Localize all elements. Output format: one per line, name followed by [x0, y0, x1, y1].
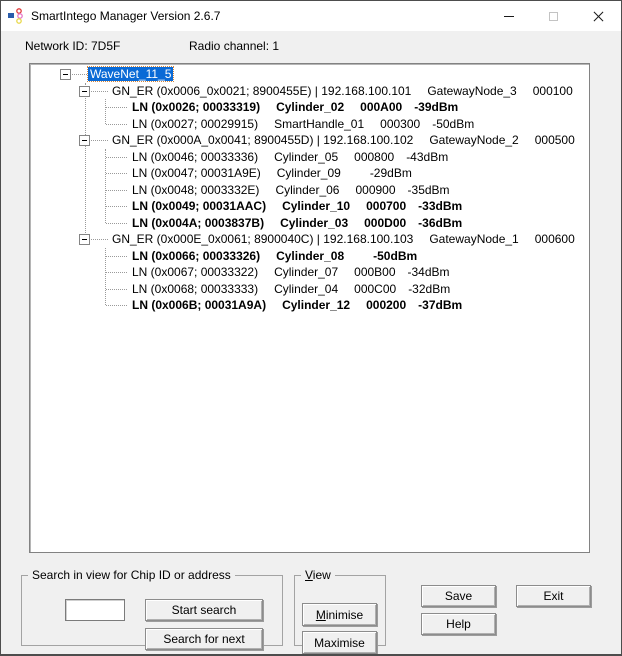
tree-row[interactable]: [30, 116, 589, 132]
tree-node-addr: 000200: [366, 298, 407, 312]
tree-node-sig: -33dBm: [418, 199, 463, 213]
tree-node-addr: 000300: [380, 116, 421, 131]
search-group: [21, 568, 283, 646]
search-group-title: Search in view for Chip ID or address: [32, 568, 231, 582]
tree-connector-stub: [106, 223, 127, 224]
caption-buttons: [486, 1, 621, 31]
tree-node-name: GatewayNode_1: [429, 232, 519, 246]
tree-node-id: LN (0x0027; 00029915): [132, 116, 259, 131]
tree-node-label[interactable]: [130, 216, 464, 230]
tree-node-label[interactable]: [130, 249, 419, 263]
tree-node-label[interactable]: [110, 232, 577, 246]
tree-expander-minus-icon[interactable]: [79, 234, 90, 245]
network-id-label: Network ID: 7D5F: [25, 39, 121, 53]
tree-node-addr: 000500: [534, 133, 575, 147]
tree-node-sig: -50dBm: [432, 116, 475, 131]
tree-node-id: LN (0x0066; 00033326): [132, 248, 261, 263]
tree-row[interactable]: [30, 99, 589, 115]
tree-node-sig: -36dBm: [418, 215, 463, 230]
minimize-button[interactable]: [486, 1, 531, 31]
close-icon: [593, 11, 604, 22]
view-group: [294, 568, 386, 650]
tree-node-sig: -29dBm: [369, 166, 412, 180]
tree-node-addr: 000C00: [354, 281, 397, 296]
tree-row[interactable]: [30, 83, 589, 99]
tree-node-label[interactable]: [88, 67, 173, 81]
tree-node-sig: -50dBm: [373, 248, 418, 263]
tree-row[interactable]: [30, 248, 589, 264]
tree-node-id: LN (0x006B; 00031A9A): [132, 298, 267, 312]
tree-node-addr: 000600: [534, 232, 575, 246]
tree-node-sig: -39dBm: [414, 100, 459, 114]
close-button[interactable]: [576, 1, 621, 31]
maximize-button[interactable]: [531, 1, 576, 31]
tree-row[interactable]: [30, 149, 589, 165]
tree-node-name: Cylinder_12: [282, 298, 351, 312]
tree-connector-stub: [106, 289, 127, 290]
tree-row[interactable]: [30, 66, 589, 82]
maximise-button[interactable]: Maximise: [302, 631, 377, 654]
tree-node-name: Cylinder_10: [282, 199, 351, 213]
tree-node-addr: 000900: [355, 182, 396, 197]
tree-node-sig: -37dBm: [418, 298, 463, 312]
tree-node-id: WaveNet_11_5: [90, 67, 172, 81]
tree-node-label[interactable]: [130, 100, 460, 114]
tree-node-sig: -43dBm: [406, 149, 449, 164]
app-icon: [8, 8, 26, 24]
tree-connector-stub: [106, 190, 127, 191]
tree-node-name: GatewayNode_2: [429, 133, 519, 147]
tree-connector-stub: [106, 173, 127, 174]
tree-node-id: LN (0x0026; 00033319): [132, 100, 261, 114]
tree-connector-stub: [106, 305, 127, 306]
save-button[interactable]: Save: [421, 585, 496, 607]
tree-node-label[interactable]: [110, 84, 575, 98]
tree-node-addr: 000100: [532, 83, 573, 98]
tree-node-name: SmartHandle_01: [274, 116, 365, 131]
tree-node-name: Cylinder_05: [274, 149, 339, 164]
tree-expander-minus-icon[interactable]: [79, 135, 90, 146]
search-next-button[interactable]: Search for next: [145, 628, 263, 650]
tree-node-sig: -32dBm: [408, 281, 451, 296]
minimize-icon: [504, 16, 514, 17]
device-tree[interactable]: [29, 63, 590, 553]
tree-row[interactable]: [30, 264, 589, 280]
help-button[interactable]: Help: [421, 613, 496, 635]
tree-node-sig: -35dBm: [407, 182, 450, 197]
tree-row[interactable]: [30, 281, 589, 297]
tree-connector-stub: [106, 107, 127, 108]
tree-connector-stub: [106, 206, 127, 207]
tree-row[interactable]: [30, 182, 589, 198]
tree-node-id: LN (0x0046; 00033336): [132, 149, 259, 164]
tree-node-name: GatewayNode_3: [427, 83, 517, 98]
tree-node-label[interactable]: [110, 133, 577, 147]
tree-node-id: LN (0x0067; 00033322): [132, 265, 259, 279]
tree-node-id: LN (0x004A; 0003837B): [132, 215, 265, 230]
tree-row[interactable]: [30, 231, 589, 247]
tree-node-name: Cylinder_04: [274, 281, 339, 296]
tree-row[interactable]: [30, 215, 589, 231]
tree-connector-stub: [91, 140, 108, 141]
titlebar: [1, 1, 621, 31]
tree-node-id: GN_ER (0x000A_0x0041; 8900455D) | 192.168.100.102: [112, 133, 414, 147]
tree-expander-minus-icon[interactable]: [79, 86, 90, 97]
start-search-button[interactable]: Start search: [145, 599, 263, 621]
tree-node-label[interactable]: [130, 166, 414, 180]
tree-node-name: Cylinder_03: [280, 215, 349, 230]
tree-node-name: Cylinder_06: [275, 182, 340, 197]
tree-node-addr: 000A00: [360, 100, 403, 114]
tree-node-name: Cylinder_02: [276, 100, 345, 114]
tree-node-label[interactable]: [130, 199, 464, 213]
tree-connector-stub: [106, 272, 127, 273]
maximize-icon: [549, 12, 558, 21]
search-input[interactable]: [65, 599, 125, 621]
exit-button[interactable]: Exit: [516, 585, 591, 607]
tree-row[interactable]: [30, 165, 589, 181]
tree-node-id: LN (0x0047; 00031A9E): [132, 166, 261, 180]
tree-node-id: GN_ER (0x0006_0x0021; 8900455E) | 192.168.100.101: [112, 83, 412, 98]
tree-node-addr: 000B00: [354, 265, 396, 279]
tree-node-id: LN (0x0048; 0003332E): [132, 182, 260, 197]
tree-row[interactable]: [30, 297, 589, 313]
tree-node-sig: -34dBm: [407, 265, 450, 279]
tree-node-label[interactable]: [130, 150, 450, 164]
tree-connector-stub: [72, 74, 87, 75]
tree-row[interactable]: [30, 132, 589, 148]
tree-node-label[interactable]: [130, 298, 464, 312]
tree-connector-stub: [106, 124, 127, 125]
tree-node-label[interactable]: [130, 282, 452, 296]
tree-node-id: LN (0x0068; 00033333): [132, 281, 259, 296]
tree-node-label[interactable]: [130, 117, 476, 131]
tree-node-label[interactable]: [130, 265, 452, 279]
tree-node-name: Cylinder_07: [274, 265, 339, 279]
tree-connector-stub: [106, 256, 127, 257]
tree-expander-minus-icon[interactable]: [60, 69, 71, 80]
tree-node-addr: 000D00: [364, 215, 407, 230]
minimise-button[interactable]: Minimise: [302, 603, 377, 626]
tree-node-label[interactable]: [130, 183, 452, 197]
tree-node-addr: 000700: [366, 199, 407, 213]
tree-connector-stub: [91, 91, 108, 92]
tree-node-addr: 000800: [354, 149, 395, 164]
tree-connector-stub: [106, 157, 127, 158]
tree-row[interactable]: [30, 198, 589, 214]
view-group-title: View: [305, 568, 331, 582]
window-title: SmartIntego Manager Version 2.6.7: [31, 9, 221, 23]
radio-channel-label: Radio channel: 1: [189, 39, 280, 53]
tree-node-id: GN_ER (0x000E_0x0061; 8900040C) | 192.168.100.103: [112, 232, 414, 246]
tree-connector-stub: [91, 239, 108, 240]
tree-node-name: Cylinder_09: [276, 166, 341, 180]
tree-node-id: LN (0x0049; 00031AAC): [132, 199, 267, 213]
tree-node-name: Cylinder_08: [276, 248, 345, 263]
